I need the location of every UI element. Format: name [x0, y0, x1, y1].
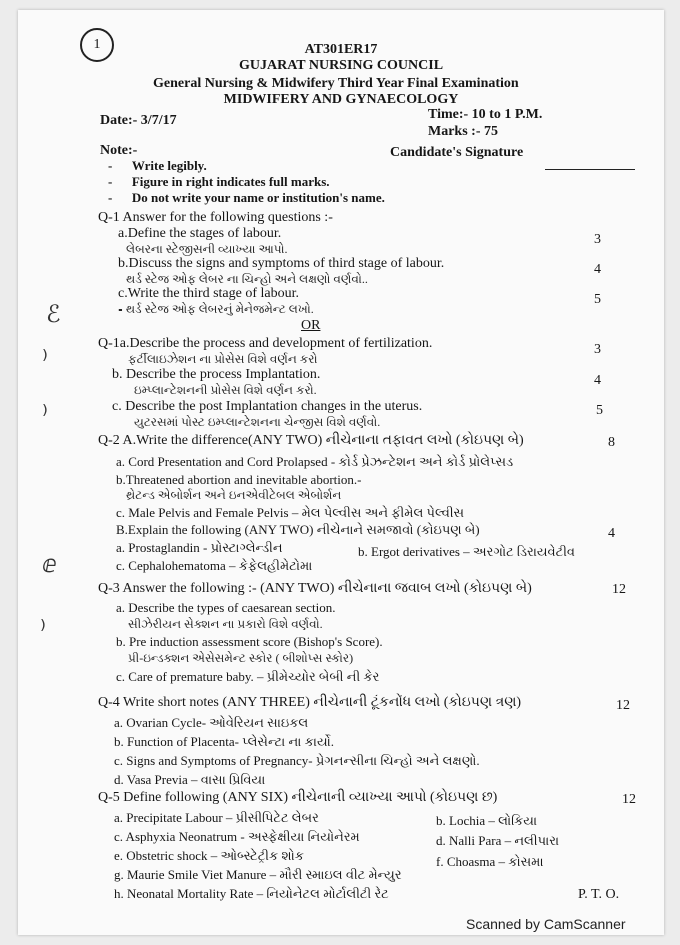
- q5-g: g. Maurie Smile Viet Manure – મૌરી સ્માઇલ વીટ મેન્યુર: [114, 867, 402, 882]
- exam-time: Time:- 10 to 1 P.M.: [428, 107, 543, 122]
- q1-a-gujarati: લેબરના સ્ટેજીસની વ્યાખ્યા આપો.: [126, 242, 288, 256]
- note-text: Do not write your name or institution's name.: [131, 190, 385, 205]
- exam-date: Date:- 3/7/17: [100, 113, 177, 128]
- q1-a-mark: 3: [594, 232, 601, 247]
- q2-a: a. Cord Presentation and Cord Prolapsed - કોર્ડ પ્રેઝન્ટેશન અને કોર્ડ પ્રોલેપ્સડ: [116, 454, 514, 469]
- q2-B-b: b. Ergot derivatives – અરગોટ ડિરાયવેટીવ: [358, 544, 576, 559]
- q2-B-mark: 4: [608, 526, 615, 541]
- q5-d: d. Nalli Para – નલીપારા: [436, 833, 560, 848]
- q5-mark: 12: [622, 792, 636, 807]
- note-text: Figure in right indicates full marks.: [131, 174, 330, 189]
- q2-b: b.Threatened abortion and inevitable abortion.-: [116, 472, 362, 487]
- q1a-a-gujarati: ફર્ટીલાઇઝેશન ના પ્રોસેસ વિશે વર્ણન કરો: [128, 352, 318, 366]
- q4-b: b. Function of Placenta- પ્લેસેન્ટા ના કાર્યો.: [114, 734, 334, 749]
- page-number: 1: [93, 37, 101, 52]
- q4-title: Q-4 Write short notes (ANY THREE) નીચેનાની ટૂંકનોંધ લખો (કોઇપણ ત્રણ): [98, 695, 522, 710]
- note-item: - Write legibly.: [108, 158, 207, 173]
- q1a-b: b. Describe the process Implantation.: [112, 367, 321, 382]
- council-name: GUJARAT NURSING COUNCIL: [238, 58, 444, 73]
- q3-b: b. Pre induction assessment score (Bishop's Score).: [116, 634, 383, 649]
- q1a-a-mark: 3: [594, 342, 601, 357]
- note-item: - Do not write your name or institution's name.: [108, 190, 385, 205]
- margin-mark: ℰ: [46, 302, 61, 328]
- q3-b-gujarati: પ્રી-ઇન્ડક્શન એસેસમેન્ટ સ્કોર ( બીશોપ્સ સ્કોર): [128, 651, 354, 665]
- q5-h: h. Neonatal Mortality Rate – નિયોનેટલ મોર્ટાલીટી રેટ: [114, 886, 389, 901]
- exam-code: AT301ER17: [304, 42, 378, 57]
- q1a-a: Q-1a.Describe the process and development of fertilization.: [98, 336, 433, 351]
- q5-f: f. Choasma – કોસમા: [436, 854, 544, 869]
- q2-mark: 8: [608, 435, 615, 450]
- q3-a-gujarati: સીઝેરીયન સેક્શન ના પ્રકારો વિશે વર્ણવો.: [128, 617, 323, 631]
- subject-title: MIDWIFERY AND GYNAECOLOGY: [223, 92, 459, 107]
- q5-e: e. Obstetric shock – ઓબ્સ્ટેટ્રીક શોક: [114, 848, 304, 863]
- margin-mark: ⁾: [42, 347, 48, 373]
- q3-a: a. Describe the types of caesarean section.: [116, 600, 336, 615]
- margin-mark: ⁾: [40, 617, 46, 643]
- scanner-watermark: Scanned by CamScanner: [466, 916, 626, 932]
- margin-mark: ⁾: [42, 402, 48, 428]
- q5-a: a. Precipitate Labour – પ્રીસીપિટેટ લેબર: [114, 810, 319, 825]
- margin-mark: ⅇ: [42, 552, 57, 578]
- q2-B-c: c. Cephalohematoma – કેફેલહીમેટોમા: [116, 558, 313, 573]
- pto-label: P. T. O.: [578, 887, 620, 902]
- q3-title: Q-3 Answer the following :- (ANY TWO) નીચેનાના જવાબ લખો (કોઇપણ બે): [98, 581, 532, 596]
- signature-line: [545, 169, 635, 170]
- q4-a: a. Ovarian Cycle- ઓવેરિયન સાઇકલ: [114, 715, 309, 730]
- q1a-c-mark: 5: [596, 403, 603, 418]
- q3-c: c. Care of premature baby. – પ્રીમેચ્યોર બેબી ની કેર: [116, 669, 380, 684]
- q3-mark: 12: [612, 582, 626, 597]
- exam-paper: [18, 10, 664, 935]
- q2-B: B.Explain the following (ANY TWO) નીચેનાને સમજાવો (કોઇપણ બે): [116, 522, 480, 537]
- q2-title: Q-2 A.Write the difference(ANY TWO) નીચેનાના તફાવત લખો (કોઇપણ બે): [98, 433, 524, 448]
- q1a-c: c. Describe the post Implantation changes in the uterus.: [112, 399, 423, 414]
- note-text: Write legibly.: [131, 158, 207, 173]
- q1-c-gujarati: ⁃ થર્ડ સ્ટેજ ઓફ લેબરનું મેનેજમેન્ટ લખો.: [118, 302, 314, 316]
- q1-c: c.Write the third stage of labour.: [118, 286, 299, 301]
- or-divider: OR: [301, 318, 321, 333]
- q1-b-mark: 4: [594, 262, 601, 277]
- q1-a: a.Define the stages of labour.: [118, 226, 282, 241]
- q5-c: c. Asphyxia Neonatrum - અસ્ફેક્ષીયા નિયોનેરમ: [114, 829, 360, 844]
- q2-B-a: a. Prostaglandin - પ્રોસ્ટાગ્લેન્ડીન: [116, 540, 283, 555]
- signature-label: Candidate's Signature: [390, 145, 524, 160]
- q4-c: c. Signs and Symptoms of Pregnancy- પ્રેગનન્સીના ચિન્હો અને લક્ષણો.: [114, 753, 480, 768]
- exam-marks: Marks :- 75: [428, 124, 498, 139]
- q4-mark: 12: [616, 698, 630, 713]
- q1-c-mark: 5: [594, 292, 601, 307]
- note-item: - Figure in right indicates full marks.: [108, 174, 330, 189]
- q1-b: b.Discuss the signs and symptoms of third stage of labour.: [118, 256, 445, 271]
- q1-b-gujarati: થર્ડ સ્ટેજ ઓફ લેબર ના ચિન્હો અને લક્ષણો વર્ણવો..: [126, 272, 368, 286]
- exam-title: General Nursing & Midwifery Third Year Final Examination: [153, 76, 519, 91]
- q4-d: d. Vasa Previa – વાસા પ્રિવિયા: [114, 772, 266, 787]
- q5-title: Q-5 Define following (ANY SIX) નીચેનાની વ્યાખ્યા આપો (કોઇપણ છ): [98, 790, 498, 805]
- q1a-b-gujarati: ઇમ્પ્લાન્ટેશનની પ્રોસેસ વિશે વર્ણન કરો.: [134, 383, 317, 397]
- q5-b: b. Lochia – લોકિયા: [436, 813, 538, 828]
- q1-title: Q-1 Answer for the following questions :-: [98, 210, 333, 225]
- q1a-b-mark: 4: [594, 373, 601, 388]
- q2-b-gujarati: થ્રેટન્ડ એબોર્શન અને ઇનએવીટેબલ એબોર્શન: [126, 488, 342, 502]
- q1-c-gujarati-text: થર્ડ સ્ટેજ ઓફ લેબરનું મેનેજમેન્ટ લખો.: [125, 302, 314, 316]
- note-label: Note:-: [100, 143, 138, 158]
- q2-c: c. Male Pelvis and Female Pelvis – મેલ પેલ્વીસ અને ફીમેલ પેલ્વીસ: [116, 505, 465, 520]
- q1a-c-gujarati: યુટરસમાં પોસ્ટ ઇમ્પ્લાન્ટેશનના ચેન્જીસ વિશે વર્ણવો.: [134, 415, 381, 429]
